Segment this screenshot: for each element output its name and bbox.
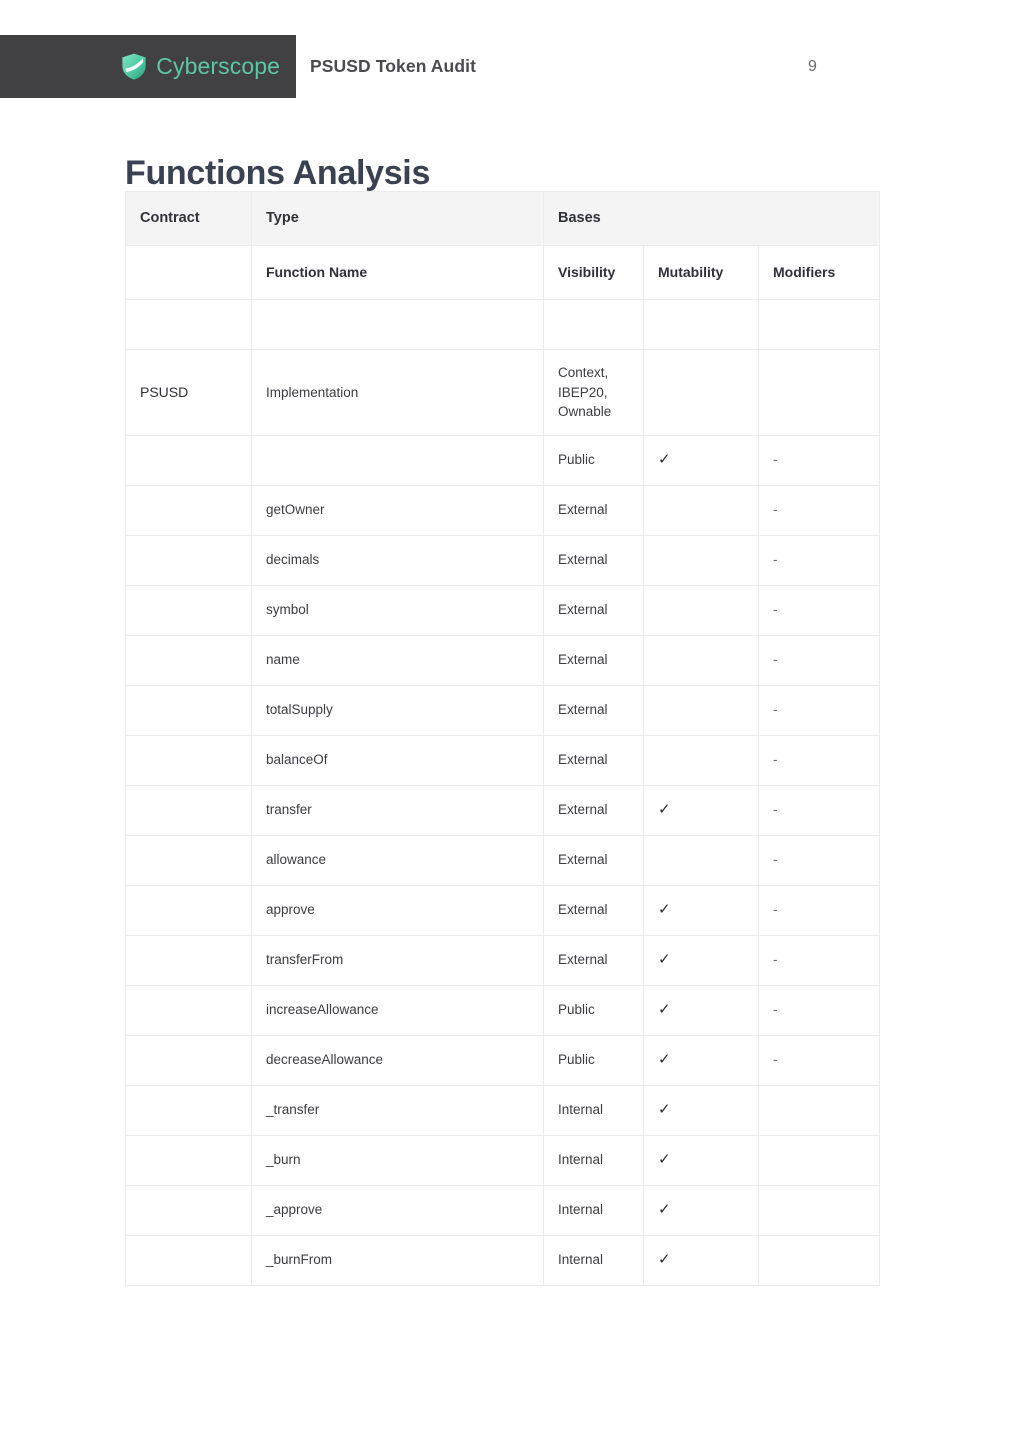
cell-visibility: External xyxy=(544,535,644,585)
check-icon: ✓ xyxy=(658,1051,671,1069)
cell-mutability xyxy=(644,1085,759,1135)
page-title: Functions Analysis xyxy=(125,153,431,192)
cell-mutability xyxy=(644,535,759,585)
cell-mutability xyxy=(644,735,759,785)
column-header-contract: Contract xyxy=(126,192,252,246)
cell-modifiers xyxy=(759,685,880,735)
table-row xyxy=(126,785,880,835)
table-row xyxy=(126,300,880,350)
dash-mark: - xyxy=(773,1052,778,1068)
cell-mutability xyxy=(644,885,759,935)
check-icon: ✓ xyxy=(658,1101,671,1119)
table-row xyxy=(126,350,880,436)
cell-function-name: increaseAllowance xyxy=(252,985,544,1035)
cell-contract xyxy=(126,1035,252,1085)
cell-contract xyxy=(126,885,252,935)
page-number: 9 xyxy=(808,57,817,75)
cell-mutability xyxy=(644,985,759,1035)
check-icon: ✓ xyxy=(658,1001,671,1019)
cell-mutability xyxy=(644,300,759,350)
cell-modifiers xyxy=(759,1235,880,1285)
cell-modifiers xyxy=(759,350,880,436)
column-header-bases: Bases xyxy=(544,192,880,246)
cell-contract xyxy=(126,985,252,1035)
cell-mutability xyxy=(644,350,759,436)
cell-function-name: getOwner xyxy=(252,485,544,535)
cell-mutability xyxy=(644,1235,759,1285)
cell-mutability xyxy=(644,1135,759,1185)
cell-modifiers xyxy=(759,1085,880,1135)
cell-mutability xyxy=(644,585,759,635)
table-body xyxy=(126,300,880,1286)
check-icon: ✓ xyxy=(658,1251,671,1269)
cell-modifiers xyxy=(759,485,880,535)
cell-visibility: Public xyxy=(544,1035,644,1085)
dash-mark: - xyxy=(773,802,778,818)
cell-modifiers xyxy=(759,985,880,1035)
table-row xyxy=(126,585,880,635)
cell-contract xyxy=(126,635,252,685)
cell-visibility: Internal xyxy=(544,1085,644,1135)
column-header-type: Type xyxy=(252,192,544,246)
cell-mutability xyxy=(644,835,759,885)
cell-function-name: decimals xyxy=(252,535,544,585)
table-row xyxy=(126,535,880,585)
cell-modifiers xyxy=(759,1135,880,1185)
cell-contract xyxy=(126,1185,252,1235)
column-header-visibility: Visibility xyxy=(544,246,644,300)
cell-modifiers xyxy=(759,585,880,635)
cell-function-name: _approve xyxy=(252,1185,544,1235)
dash-mark: - xyxy=(773,602,778,618)
cell-function-name xyxy=(252,300,544,350)
cell-mutability xyxy=(644,935,759,985)
dash-mark: - xyxy=(773,452,778,468)
cell-function-name xyxy=(252,435,544,485)
table-row xyxy=(126,1235,880,1285)
document-title: PSUSD Token Audit xyxy=(310,56,477,76)
table-row xyxy=(126,885,880,935)
check-icon: ✓ xyxy=(658,901,671,919)
table-row xyxy=(126,1035,880,1085)
table-row xyxy=(126,835,880,885)
cell-visibility xyxy=(544,300,644,350)
cell-function-name: totalSupply xyxy=(252,685,544,735)
dash-mark: - xyxy=(773,702,778,718)
cell-contract xyxy=(126,300,252,350)
table-row xyxy=(126,1135,880,1185)
cell-visibility: External xyxy=(544,885,644,935)
column-header-blank xyxy=(126,246,252,300)
cell-visibility: Internal xyxy=(544,1235,644,1285)
functions-analysis-table xyxy=(125,191,880,1286)
cell-contract xyxy=(126,935,252,985)
cell-bases: Context, IBEP20, Ownable xyxy=(544,350,644,436)
cell-function-name: approve xyxy=(252,885,544,935)
cell-modifiers xyxy=(759,735,880,785)
table-header xyxy=(126,192,880,300)
dash-mark: - xyxy=(773,902,778,918)
cell-mutability xyxy=(644,785,759,835)
table-row xyxy=(126,435,880,485)
table-row xyxy=(126,1185,880,1235)
cell-visibility: Public xyxy=(544,985,644,1035)
cell-visibility: Internal xyxy=(544,1135,644,1185)
table-row xyxy=(126,685,880,735)
check-icon: ✓ xyxy=(658,451,671,469)
cell-mutability xyxy=(644,1185,759,1235)
cell-function-name: Implementation xyxy=(252,350,544,436)
cell-visibility: Internal xyxy=(544,1185,644,1235)
cell-contract xyxy=(126,835,252,885)
cell-visibility: External xyxy=(544,635,644,685)
cell-function-name: _transfer xyxy=(252,1085,544,1135)
cell-mutability xyxy=(644,485,759,535)
table-row xyxy=(126,735,880,785)
dash-mark: - xyxy=(773,652,778,668)
dash-mark: - xyxy=(773,1002,778,1018)
cell-function-name: transferFrom xyxy=(252,935,544,985)
table-row xyxy=(126,935,880,985)
table-row xyxy=(126,635,880,685)
cell-contract xyxy=(126,435,252,485)
cell-contract xyxy=(126,735,252,785)
cell-modifiers xyxy=(759,535,880,585)
cell-visibility: External xyxy=(544,685,644,735)
cell-modifiers xyxy=(759,1185,880,1235)
cell-contract: PSUSD xyxy=(126,350,252,436)
cell-modifiers xyxy=(759,785,880,835)
dash-mark: - xyxy=(773,852,778,868)
cell-visibility: External xyxy=(544,735,644,785)
cell-contract xyxy=(126,585,252,635)
dash-mark: - xyxy=(773,952,778,968)
cell-visibility: External xyxy=(544,785,644,835)
page-header xyxy=(0,35,1024,98)
shield-icon xyxy=(121,53,147,80)
table-header-group-row xyxy=(126,192,880,246)
functions-analysis-table-container xyxy=(125,191,879,1286)
column-header-function-name: Function Name xyxy=(252,246,544,300)
check-icon: ✓ xyxy=(658,951,671,969)
cell-visibility: External xyxy=(544,585,644,635)
dash-mark: - xyxy=(773,552,778,568)
cell-visibility: External xyxy=(544,935,644,985)
cell-function-name: transfer xyxy=(252,785,544,835)
cell-function-name: symbol xyxy=(252,585,544,635)
cell-mutability xyxy=(644,685,759,735)
cell-contract xyxy=(126,485,252,535)
cell-function-name: _burn xyxy=(252,1135,544,1185)
dash-mark: - xyxy=(773,752,778,768)
cell-visibility: External xyxy=(544,835,644,885)
cell-modifiers xyxy=(759,435,880,485)
cell-modifiers xyxy=(759,300,880,350)
cell-visibility: External xyxy=(544,485,644,535)
cell-modifiers xyxy=(759,885,880,935)
table-header-sub-row xyxy=(126,246,880,300)
check-icon: ✓ xyxy=(658,1151,671,1169)
cell-mutability xyxy=(644,435,759,485)
brand-name: Cyberscope xyxy=(156,53,280,79)
cell-modifiers xyxy=(759,935,880,985)
column-header-modifiers: Modifiers xyxy=(759,246,880,300)
cell-contract xyxy=(126,535,252,585)
table-row xyxy=(126,985,880,1035)
cell-contract xyxy=(126,785,252,835)
cell-contract xyxy=(126,1135,252,1185)
dash-mark: - xyxy=(773,502,778,518)
cell-contract xyxy=(126,1085,252,1135)
check-icon: ✓ xyxy=(658,1201,671,1219)
check-icon: ✓ xyxy=(658,801,671,819)
cell-contract xyxy=(126,1235,252,1285)
column-header-mutability: Mutability xyxy=(644,246,759,300)
cell-mutability xyxy=(644,635,759,685)
cell-mutability xyxy=(644,1035,759,1085)
cell-modifiers xyxy=(759,1035,880,1085)
table-row xyxy=(126,1085,880,1135)
table-row xyxy=(126,485,880,535)
cell-function-name: name xyxy=(252,635,544,685)
cell-function-name: _burnFrom xyxy=(252,1235,544,1285)
brand-bar xyxy=(0,35,296,98)
cell-contract xyxy=(126,685,252,735)
cell-function-name: allowance xyxy=(252,835,544,885)
cell-modifiers xyxy=(759,635,880,685)
cell-visibility: Public xyxy=(544,435,644,485)
cell-function-name: balanceOf xyxy=(252,735,544,785)
cell-function-name: decreaseAllowance xyxy=(252,1035,544,1085)
cell-modifiers xyxy=(759,835,880,885)
